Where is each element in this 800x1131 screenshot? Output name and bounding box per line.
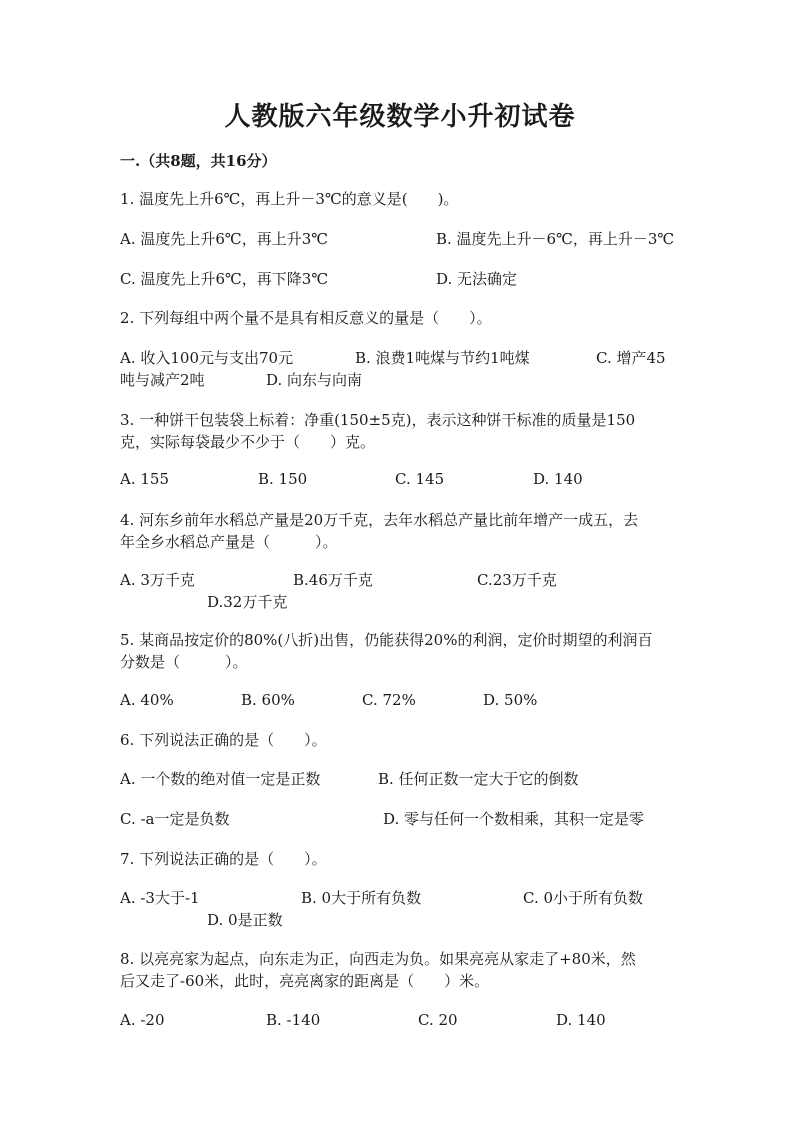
q7-option-b: B. 0大于所有负数	[301, 889, 422, 907]
q1-option-c: C. 温度先上升6℃，再下降3℃	[120, 270, 329, 288]
section-heading: 一.（共8题，共16分）	[120, 152, 277, 170]
q5-option-a: A. 40%	[120, 691, 174, 709]
question-4-stem-line-1: 4. 河东乡前年水稻总产量是20万千克，去年水稻总产量比前年增产一成五，去	[120, 511, 639, 529]
q7-option-d: D. 0是正数	[207, 911, 283, 929]
q2-option-a: A. 收入100元与支出70元	[120, 349, 294, 367]
q3-option-c: C. 145	[395, 470, 445, 488]
q4-option-d: D.32万千克	[207, 593, 288, 611]
question-8-stem-line-1: 8. 以亮亮家为起点，向东走为正，向西走为负。如果亮亮从家走了+80米，然	[120, 950, 636, 968]
q6-option-a: A. 一个数的绝对值一定是正数	[120, 770, 321, 788]
q1-option-d: D. 无法确定	[436, 270, 518, 288]
q4-option-b: B.46万千克	[293, 571, 373, 589]
q1-option-b: B. 温度先上升－6℃，再上升－3℃	[436, 230, 675, 248]
q5-option-c: C. 72%	[362, 691, 416, 709]
q3-option-a: A. 155	[120, 470, 169, 488]
q2-option-c-continued: 吨与减产2吨	[120, 371, 205, 389]
q8-option-a: A. -20	[120, 1011, 165, 1029]
q2-option-c: C. 增产45	[596, 349, 666, 367]
q4-option-c: C.23万千克	[477, 571, 557, 589]
question-6-stem: 6. 下列说法正确的是（ ）。	[120, 731, 327, 749]
q6-option-d: D. 零与任何一个数相乘，其积一定是零	[383, 810, 645, 828]
q7-option-a: A. -3大于-1	[120, 889, 200, 907]
question-4-stem-line-2: 年全乡水稻总产量是（ ）。	[120, 533, 338, 551]
q4-option-a: A. 3万千克	[120, 571, 195, 589]
question-5-stem-line-2: 分数是（ ）。	[120, 653, 248, 671]
q3-option-d: D. 140	[533, 470, 583, 488]
question-3-stem-line-2: 克，实际每袋最少不少于（ ）克。	[120, 433, 376, 451]
page-title: 人教版六年级数学小升初试卷	[224, 102, 576, 132]
q2-option-d: D. 向东与向南	[266, 371, 363, 389]
question-2-stem: 2. 下列每组中两个量不是具有相反意义的量是（ ）。	[120, 309, 492, 327]
q8-option-d: D. 140	[556, 1011, 606, 1029]
q6-option-b: B. 任何正数一定大于它的倒数	[378, 770, 579, 788]
question-5-stem-line-1: 5. 某商品按定价的80%(八折)出售，仍能获得20%的利润，定价时期望的利润百	[120, 631, 653, 649]
question-8-stem-line-2: 后又走了-60米，此时，亮亮离家的距离是（ ）米。	[120, 972, 490, 990]
q6-option-c: C. -a一定是负数	[120, 810, 230, 828]
question-3-stem-line-1: 3. 一种饼干包装袋上标着：净重(150±5克)，表示这种饼干标准的质量是150	[120, 411, 636, 429]
q3-option-b: B. 150	[258, 470, 308, 488]
q1-option-a: A. 温度先上升6℃，再上升3℃	[120, 230, 329, 248]
q8-option-b: B. -140	[266, 1011, 321, 1029]
q2-option-b: B. 浪费1吨煤与节约1吨煤	[355, 349, 530, 367]
question-7-stem: 7. 下列说法正确的是（ ）。	[120, 850, 327, 868]
q5-option-b: B. 60%	[241, 691, 295, 709]
q8-option-c: C. 20	[418, 1011, 458, 1029]
q5-option-d: D. 50%	[483, 691, 538, 709]
q7-option-c: C. 0小于所有负数	[523, 889, 644, 907]
question-1-stem: 1. 温度先上升6℃，再上升－3℃的意义是( )。	[120, 190, 459, 208]
